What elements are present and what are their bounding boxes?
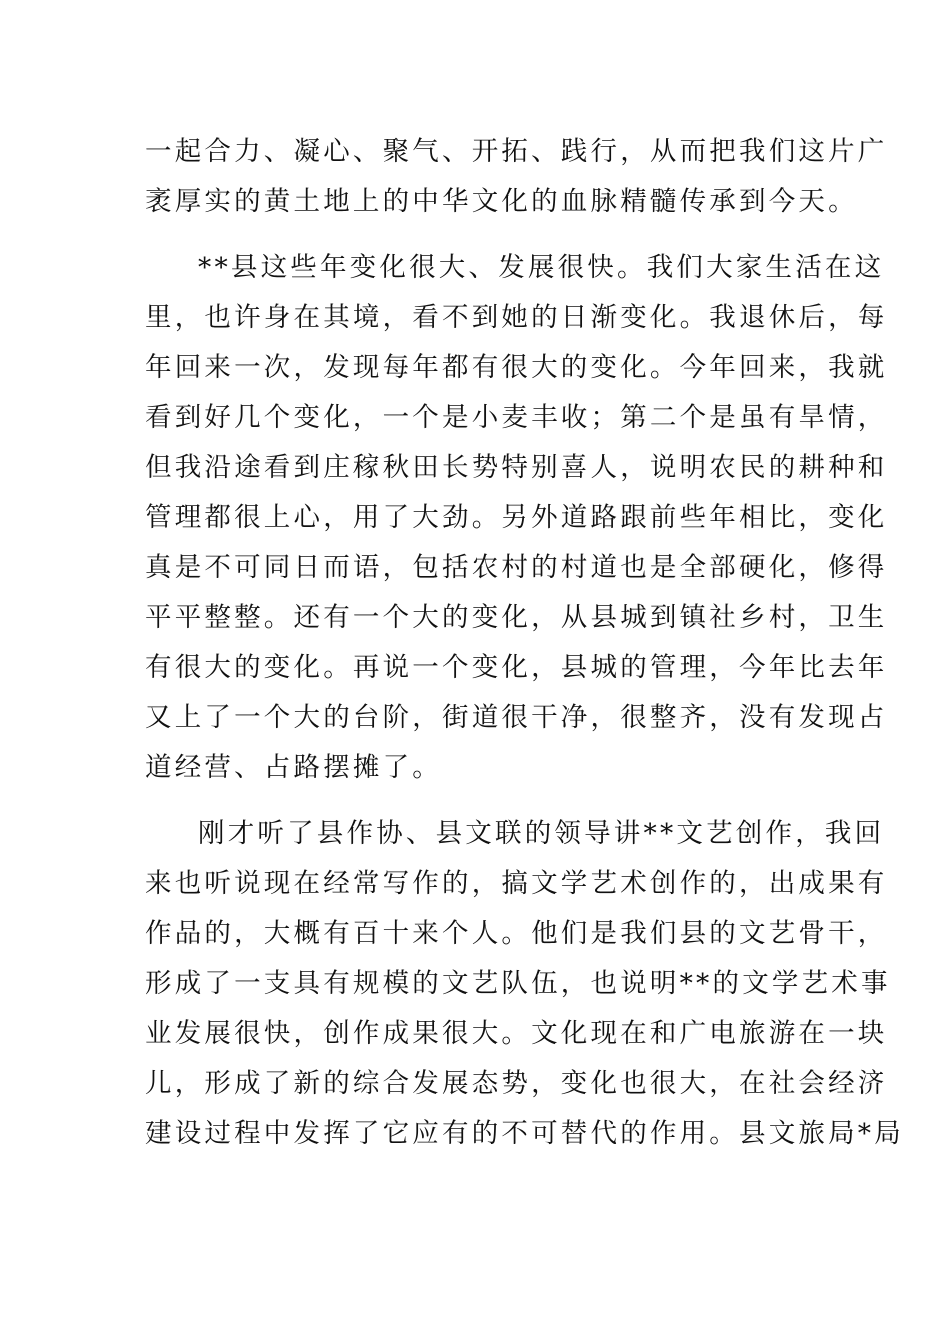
text-line: 真是不可同日而语，包括农村的村道也是全部硬化，修得 <box>145 552 888 583</box>
paragraph-2 <box>145 243 888 793</box>
text-line: 平平整整。还有一个大的变化，从县城到镇社乡村，卫生 <box>145 602 888 633</box>
text-line: 年回来一次，发现每年都有很大的变化。今年回来，我就 <box>145 352 888 383</box>
text-line: 建设过程中发挥了它应有的不可替代的作用。县文旅局*局 <box>145 1118 904 1149</box>
text-line: 里，也许身在其境，看不到她的日渐变化。我退休后，每 <box>145 302 888 333</box>
text-line: 道经营、占路摆摊了。 <box>145 752 442 783</box>
text-line: **县这些年变化很大、发展很快。我们大家生活在这 <box>198 252 885 283</box>
text-line: 来也听说现在经常写作的，搞文学艺术创作的，出成果有 <box>145 868 888 899</box>
text-line: 管理都很上心，用了大劲。另外道路跟前些年相比，变化 <box>145 502 888 533</box>
text-line: 儿，形成了新的综合发展态势，变化也很大，在社会经济 <box>145 1068 888 1099</box>
text-line: 袤厚实的黄土地上的中华文化的血脉精髓传承到今天。 <box>145 186 858 217</box>
text-line: 业发展很快，创作成果很大。文化现在和广电旅游在一块 <box>145 1018 888 1049</box>
text-line: 有很大的变化。再说一个变化，县城的管理，今年比去年 <box>145 652 888 683</box>
document-body <box>145 127 904 1175</box>
text-line: 但我沿途看到庄稼秋田长势特别喜人，说明农民的耕种和 <box>145 452 888 483</box>
text-line: 又上了一个大的台阶，街道很干净，很整齐，没有发现占 <box>145 702 888 733</box>
text-line: 看到好几个变化，一个是小麦丰收；第二个是虽有旱情， <box>145 402 888 433</box>
text-line: 刚才听了县作协、县文联的领导讲**文艺创作，我回 <box>198 818 885 849</box>
text-line: 一起合力、凝心、聚气、开拓、践行，从而把我们这片广 <box>145 136 888 167</box>
paragraph-3 <box>145 809 904 1159</box>
paragraph-1 <box>145 127 888 227</box>
text-line: 作品的，大概有百十来个人。他们是我们县的文艺骨干， <box>145 918 888 949</box>
text-line: 形成了一支具有规模的文艺队伍，也说明**的文学艺术事 <box>145 968 891 999</box>
